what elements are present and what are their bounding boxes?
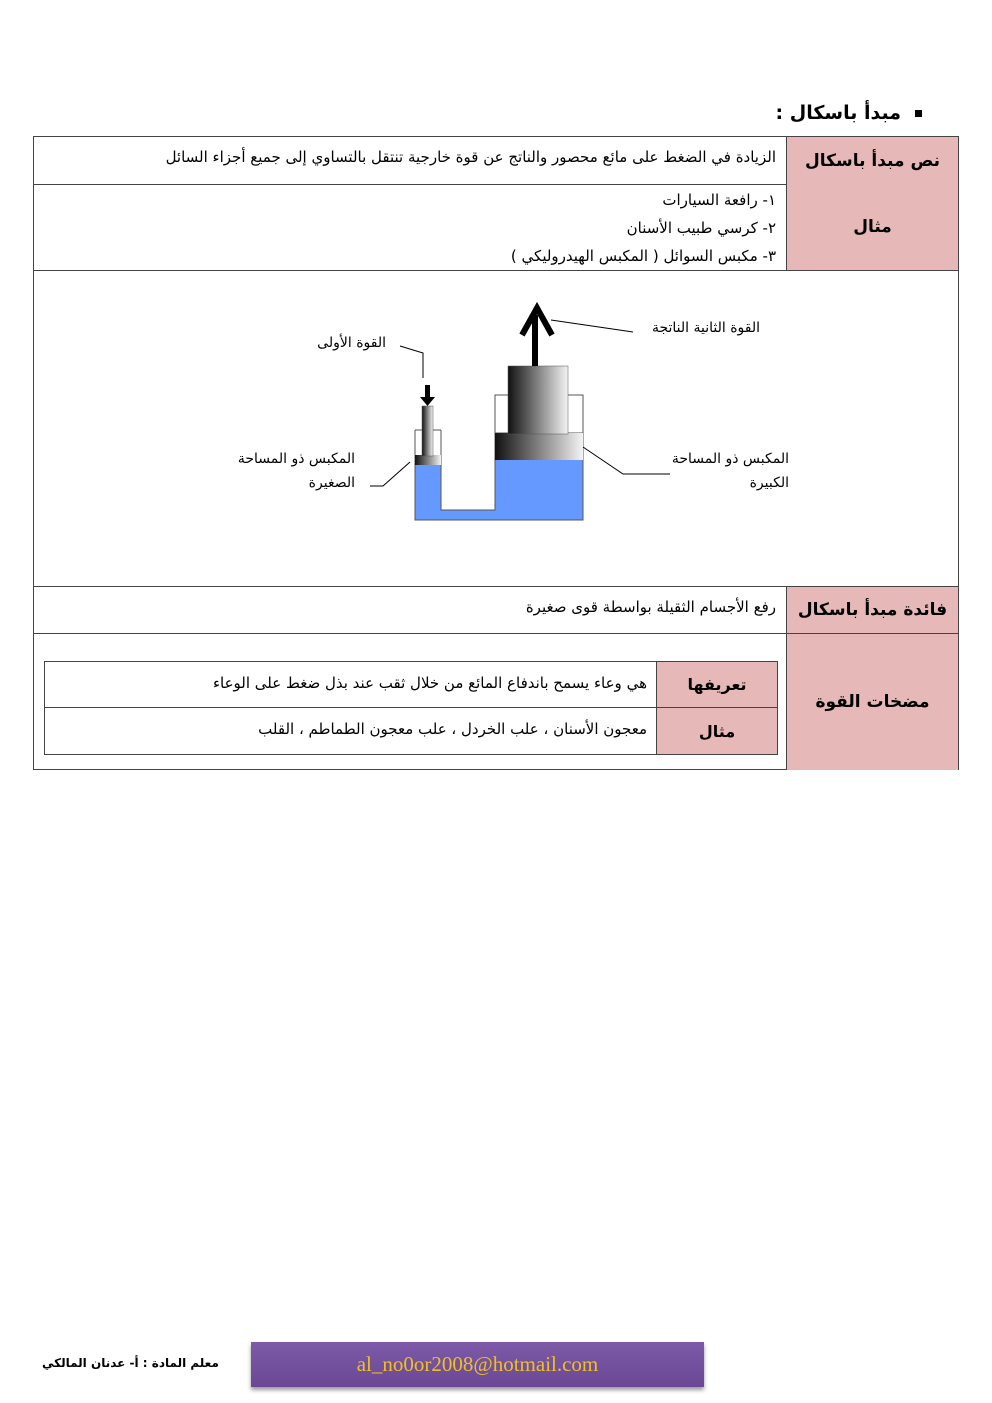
teacher-name: معلم المادة : أ- عدنان المالكي: [42, 1356, 219, 1370]
large-rod: [508, 366, 568, 434]
second-force-label: القوة الثانية الناتجة: [651, 320, 760, 336]
small-piston-label: [238, 447, 355, 495]
definition-text: هي وعاء يسمح باندفاع المائع من خلال ثقب عند بذل ضغط على الوعاء: [212, 674, 647, 692]
definition-label: تعريفها: [656, 662, 777, 707]
example-item: ٣- مكبس السوائل ( المكبس الهيدروليكي ): [510, 247, 776, 265]
large-piston-line: الكبيرة: [749, 475, 789, 491]
pump-example-text: معجون الأسنان ، علب الخردل ، علب معجون الطماطم ، القلب: [258, 720, 647, 738]
statement-row: [34, 137, 958, 185]
large-piston-line: المكبس ذو المساحة: [671, 451, 789, 467]
small-piston-line: الصغيرة: [308, 475, 355, 491]
example-row: [34, 184, 958, 271]
first-force-label: القوة الأولى: [317, 335, 386, 351]
large-piston-label: [672, 447, 789, 495]
hydraulic-press-diagram: [34, 271, 958, 586]
statement-label: نص مبدأ باسكال: [786, 137, 958, 184]
small-piston-line: المكبس ذو المساحة: [237, 451, 355, 467]
definition-row: [44, 661, 778, 708]
small-piston: [415, 455, 441, 465]
diagram-row: [34, 271, 958, 587]
section-heading: [776, 102, 922, 124]
small-rod: [422, 406, 433, 456]
statement-text: الزيادة في الضغط على مائع محصور والناتج عن قوة خارجية تنتقل بالتساوي إلى جميع أجزاء السائل: [165, 148, 776, 166]
heading-text: مبدأ باسكال :: [775, 102, 901, 124]
example-list: [511, 186, 776, 270]
benefit-row: [34, 587, 958, 634]
pump-example-row: [44, 708, 778, 755]
pumps-row: [34, 634, 958, 770]
bullet-icon: [915, 110, 922, 117]
fluid: [415, 460, 583, 520]
benefit-text: رفع الأجسام الثقيلة بواسطة قوى صغيرة: [525, 598, 776, 616]
pumps-label: مضخات القوة: [786, 634, 958, 770]
down-arrow-icon: [420, 385, 435, 406]
pump-example-label: مثال: [656, 708, 777, 754]
large-piston: [495, 433, 583, 460]
email-banner: al_no0or2008@hotmail.com: [251, 1342, 704, 1387]
example-label: مثال: [786, 184, 958, 270]
example-item: ١- رافعة السيارات: [662, 191, 776, 209]
example-item: ٢- كرسي طبيب الأسنان: [626, 219, 776, 237]
pascal-table: [33, 136, 959, 770]
up-arrow-icon: [522, 308, 552, 366]
benefit-label: فائدة مبدأ باسكال: [786, 587, 958, 633]
